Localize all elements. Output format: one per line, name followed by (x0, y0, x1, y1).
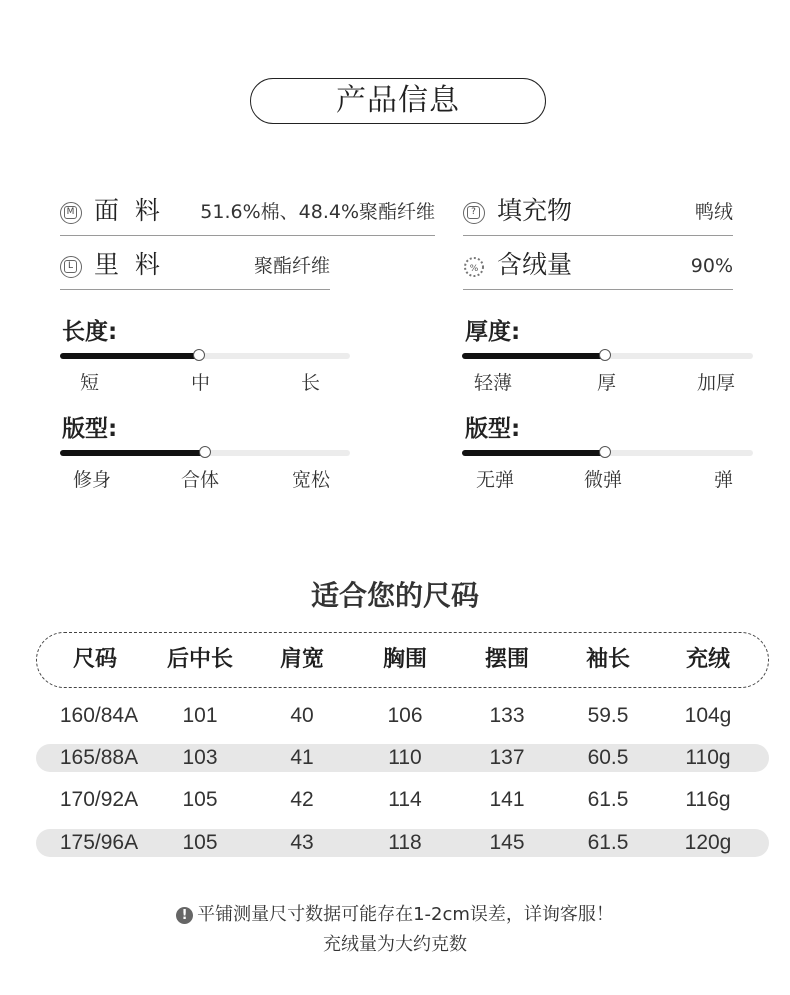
scale-tick: 厚 (597, 372, 617, 394)
table-cell: 175/96A (59, 831, 139, 854)
table-cell: 141 (489, 788, 525, 811)
table-cell: 120g (684, 831, 732, 854)
note-text: 平铺测量尺寸数据可能存在1-2cm误差，详询客服！ (197, 904, 614, 925)
table-cell: 114 (388, 788, 422, 811)
column-header: 摆围 (484, 647, 529, 672)
scale-length (62, 318, 117, 346)
table-cell: 101 (182, 704, 218, 727)
column-header: 肩宽 (279, 647, 324, 672)
attribute-label: 含绒量 (497, 250, 573, 279)
scale-tick: 长 (301, 372, 321, 394)
table-cell: 61.5 (587, 831, 629, 854)
table-cell: 145 (489, 831, 525, 854)
attribute-fabric (60, 196, 435, 236)
scale-fill (462, 353, 605, 359)
scale-fill (60, 353, 199, 359)
table-cell: 42 (290, 788, 314, 811)
table-cell: 110 (388, 746, 422, 769)
scale-tick: 弹 (714, 469, 734, 491)
scale-fill (60, 450, 205, 456)
scale-fit (62, 415, 117, 443)
table-cell: 118 (388, 831, 422, 854)
attribute-lining (60, 250, 330, 290)
table-cell: 41 (290, 746, 314, 769)
attribute-value: 90% (690, 255, 733, 277)
column-header: 胸围 (382, 647, 427, 672)
table-cell: 103 (182, 746, 218, 769)
attribute-value: 鸭绒 (694, 201, 733, 223)
scale-title: 厚度: (465, 319, 521, 345)
attribute-label: 填充物 (497, 196, 573, 225)
scale-knob (193, 349, 205, 361)
table-cell: 160/84A (59, 704, 139, 727)
scale-thickness (465, 318, 520, 346)
scale-knob (599, 349, 611, 361)
attribute-filling (463, 196, 733, 236)
scale-title: 版型: (465, 416, 521, 442)
table-cell: 40 (290, 704, 314, 727)
table-cell: 104g (684, 704, 732, 727)
table-cell: 59.5 (587, 704, 629, 727)
scale-title: 长度: (62, 319, 118, 345)
scale-track (60, 353, 350, 359)
scale-tick: 修身 (73, 469, 112, 491)
attribute-value: 聚酯纤维 (253, 255, 330, 277)
attribute-down-content (463, 250, 733, 290)
scale-tick: 中 (191, 372, 211, 394)
percent-ring-icon (463, 256, 485, 278)
scale-track (462, 450, 753, 456)
scale-tick: 微弹 (584, 469, 623, 491)
attribute-value: 51.6%棉、48.4%聚酯纤维 (200, 201, 435, 223)
scale-track (60, 450, 350, 456)
attribute-label: 面 料 (94, 196, 160, 225)
down-weight-note: 充绒量为大约克数 (323, 934, 467, 955)
table-cell: 105 (182, 831, 218, 854)
scale-tick: 宽松 (292, 469, 331, 491)
table-cell: 60.5 (587, 746, 629, 769)
scale-tick: 短 (80, 372, 100, 394)
table-cell: 110g (685, 746, 731, 769)
scale-knob (199, 446, 211, 458)
scale-knob (599, 446, 611, 458)
column-header: 后中长 (166, 647, 233, 672)
scale-elasticity (465, 415, 520, 443)
scale-tick: 加厚 (697, 372, 736, 394)
table-cell: 116g (685, 788, 731, 811)
svg-text:%: % (469, 264, 479, 274)
scale-tick: 合体 (181, 469, 220, 491)
attribute-label: 里 料 (94, 250, 160, 279)
table-cell: 133 (489, 704, 525, 727)
scale-fill (462, 450, 605, 456)
scale-track (462, 353, 753, 359)
column-header: 袖长 (585, 647, 630, 672)
table-cell: 165/88A (59, 746, 139, 769)
table-cell: 43 (290, 831, 314, 854)
exclamation-circle-icon: ! (176, 907, 193, 924)
column-header: 尺码 (72, 647, 117, 672)
table-cell: 61.5 (587, 788, 629, 811)
m-badge-icon: M (60, 202, 82, 224)
page-title: 产品信息 (250, 78, 546, 124)
measurement-note (0, 900, 790, 926)
table-cell: 105 (182, 788, 218, 811)
question-badge-icon: ? (463, 202, 485, 224)
table-cell: 170/92A (59, 788, 139, 811)
column-header: 充绒 (685, 647, 730, 672)
l-badge-icon: L (60, 256, 82, 278)
scale-tick: 无弹 (476, 469, 515, 491)
table-cell: 106 (387, 704, 423, 727)
scale-tick: 轻薄 (474, 372, 513, 394)
scale-title: 版型: (62, 416, 118, 442)
size-table-title: 适合您的尺码 (310, 579, 479, 612)
table-cell: 137 (489, 746, 525, 769)
